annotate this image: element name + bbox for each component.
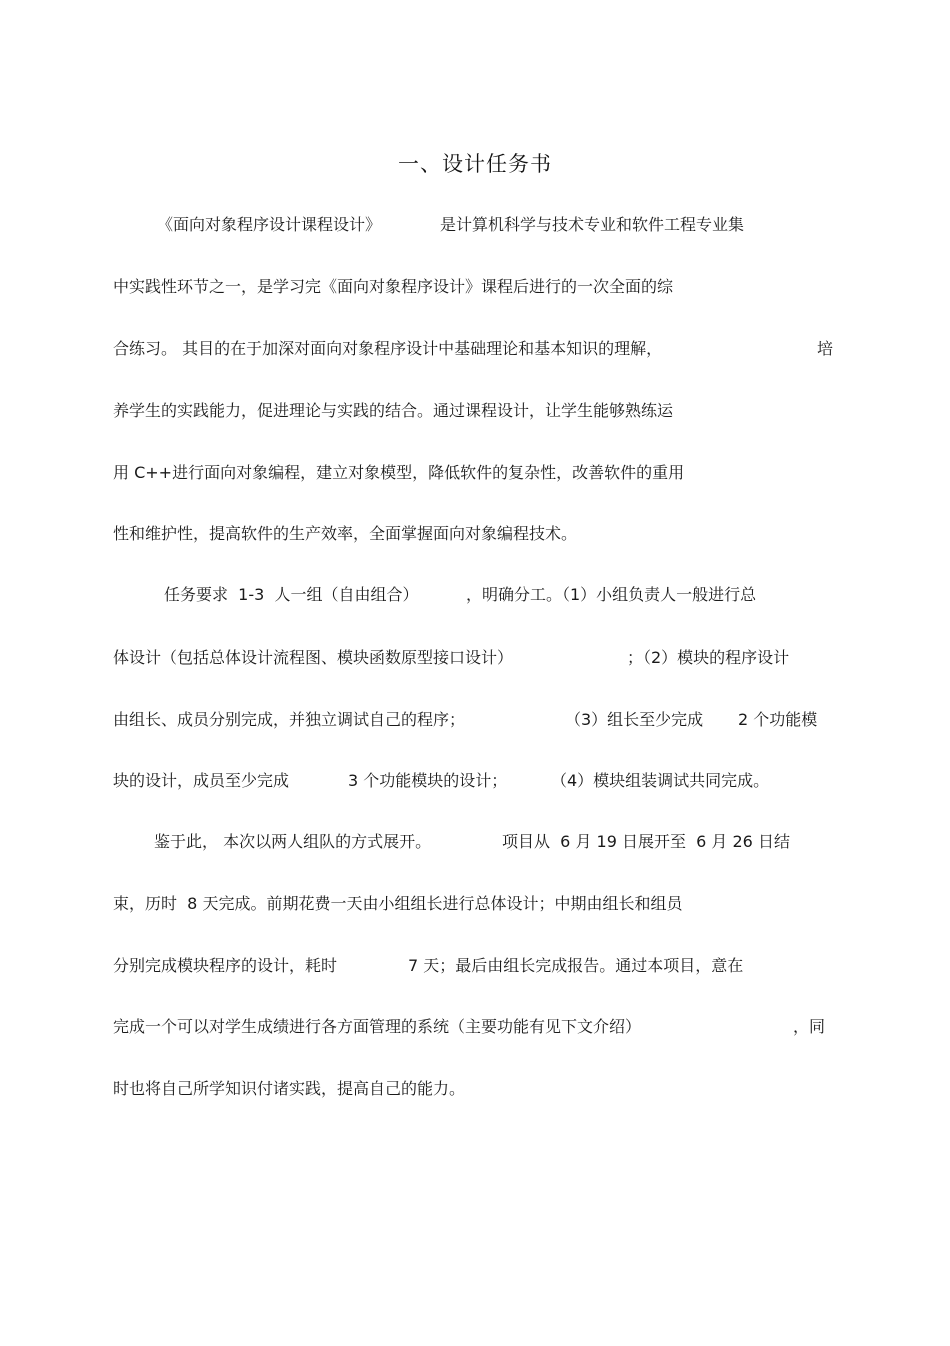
text-segment: ；（2）模块的程序设计 [627, 648, 790, 667]
text-segment: 7 天；最后由组长完成报告。通过本项目，意在 [408, 956, 744, 975]
text-segment: 鉴于此， 本次以两人组队的方式展开。 [154, 832, 432, 851]
text-segment: 分别完成模块程序的设计，耗时 [113, 956, 338, 975]
section-title: 一、设计任务书 [398, 152, 552, 176]
text-segment: 任务要求 1-3 人一组（自由组合） [164, 585, 419, 604]
text-segment: 合练习。 其目的在于加深对面向对象程序设计中基础理论和基本知识的理解， [113, 339, 663, 358]
text-segment: （4）模块组装调试共同完成。 [551, 771, 770, 790]
text-segment: 束，历时 8 天完成。前期花费一天由小组组长进行总体设计；中期由组长和组员 [113, 894, 683, 913]
text-segment: 完成一个可以对学生成绩进行各方面管理的系统（主要功能有见下文介绍） [113, 1017, 642, 1036]
paragraph-line [113, 1077, 835, 1149]
text-segment: 中实践性环节之一，是学习完《面向对象程序设计》课程后进行的一次全面的综 [113, 277, 674, 296]
text-segment: 3 个功能模块的设计； [348, 771, 508, 790]
text-segment: 块的设计，成员至少完成 [113, 771, 290, 790]
text-segment: 体设计（包括总体设计流程图、模块函数原型接口设计） [113, 648, 514, 667]
text-segment: 项目从 6 月 19 日展开至 6 月 26 日结 [502, 832, 790, 851]
text-segment: 时也将自己所学知识付诸实践，提高自己的能力。 [113, 1079, 466, 1098]
text-segment: ，明确分工。（1）小组负责人一般进行总 [466, 585, 757, 604]
text-segment: （3）组长至少完成 [565, 710, 704, 729]
text-segment: 是计算机科学与技术专业和软件工程专业集 [440, 215, 745, 234]
text-segment: 培 [817, 339, 834, 358]
text-segment: 用 C++进行面向对象编程，建立对象模型，降低软件的复杂性，改善软件的重用 [113, 463, 685, 482]
text-segment: ，同 [793, 1017, 826, 1036]
text-segment: 性和维护性，提高软件的生产效率，全面掌握面向对象编程技术。 [113, 524, 578, 543]
text-segment: 2 个功能模 [738, 710, 818, 729]
text-segment: 养学生的实践能力，促进理论与实践的结合。通过课程设计，让学生能够熟练运 [113, 401, 674, 420]
text-segment: 由组长、成员分别完成，并独立调试自己的程序； [113, 710, 466, 729]
text-segment: 《面向对象程序设计课程设计》 [157, 215, 382, 234]
